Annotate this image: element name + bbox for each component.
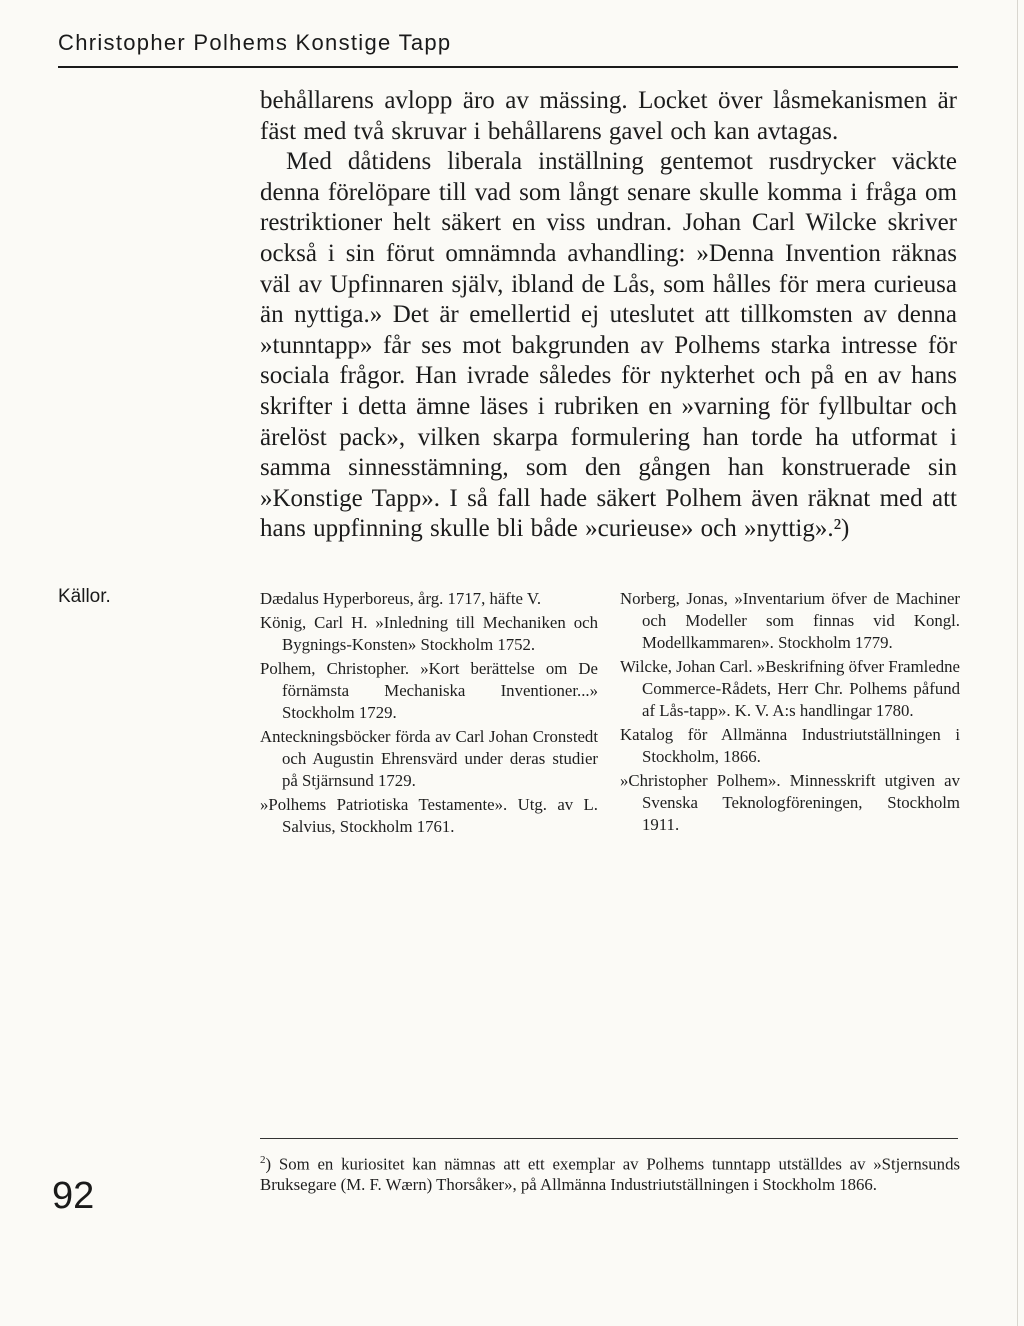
- sources-column-left: [260, 588, 598, 840]
- source-entry: Wilcke, Johan Carl. »Beskrifning öfver Framledne Commerce-Rådets, Herr Chr. Polhems påfund af Lås-tapp». K. V. A:s handlingar 1780.: [620, 657, 960, 720]
- footnote-marker: 2: [260, 1154, 266, 1166]
- page-edge-line: [1017, 0, 1018, 1326]
- sources-heading: Källor.: [58, 586, 111, 607]
- footnote: [260, 1150, 960, 1196]
- source-entry: Katalog för Allmänna Industriutställningen i Stockholm, 1866.: [620, 725, 960, 766]
- body-paragraph: behållarens avlopp äro av mässing. Locket över låsmekanismen är fäst med två skruvar i behållarens gavel och kan avtagas.: [260, 87, 957, 145]
- page-number: 92: [52, 1175, 95, 1217]
- sources-column-right: [620, 588, 960, 838]
- source-entry: Polhem, Christopher. »Kort berättelse om De förnämsta Mechaniska Inventioner...» Stockholm 1729.: [260, 659, 598, 722]
- body-text: [260, 86, 957, 545]
- source-entry: Anteckningsböcker förda av Carl Johan Cronstedt och Augustin Ehrensvärd under deras studier på Stjärnsund 1729.: [260, 727, 598, 790]
- header-rule: [58, 66, 958, 68]
- body-paragraph: Med dåtidens liberala inställning gentemot rusdrycker väckte denna förelöpare till vad som långt senare skulle komma i fråga om restriktioner helt säkert en viss undran. Johan Carl Wilcke skriver också i sin förut omnämnda avhandling: »Denna Invention räknas väl av Upfinnaren själv, ibland de Lås, som hålles för mera curieusa än nyttiga.» Det är emellertid ej uteslutet att tillkomsten av denna »tunntapp» får ses mot bakgrunden av Polhems starka intresse för sociala frågor. Han ivrade således för nykterhet och på en av hans skrifter i detta ämne läses i rubriken en »varning för fyllbultar och ärelöst pack», vilken skarpa formulering han torde ha utformat i samma sinnesstämning, som den gången han konstruerade sin »Konstige Tapp». I så fall hade säkert Polhem även räknat med att hans uppfinning skulle bli både »curieuse» och »nyttig».²): [260, 148, 957, 543]
- source-entry: »Polhems Patriotiska Testamente». Utg. av L. Salvius, Stockholm 1761.: [260, 795, 598, 836]
- source-entry: »Christopher Polhem». Minnesskrift utgiven av Svenska Teknologföreningen, Stockholm 1911.: [620, 771, 960, 834]
- footnote-rule: [260, 1138, 958, 1139]
- footnote-text: ) Som en kuriositet kan nämnas att ett exemplar av Polhems tunntapp utställdes av »Stjernsunds Bruksegare (M. F. Wærn) Thorsåker», på Allmänna Industriutställningen i Stockholm 1866.: [260, 1154, 960, 1195]
- source-entry: Norberg, Jonas, »Inventarium öfver de Machiner och Modeller som finnas vid Kongl. Modellkammaren». Stockholm 1779.: [620, 589, 960, 652]
- source-entry: Dædalus Hyperboreus, årg. 1717, häfte V.: [260, 589, 542, 608]
- running-header: Christopher Polhems Konstige Tapp: [58, 30, 452, 55]
- source-entry: König, Carl H. »Inledning till Mechaniken och Bygnings-Konsten» Stockholm 1752.: [260, 613, 598, 654]
